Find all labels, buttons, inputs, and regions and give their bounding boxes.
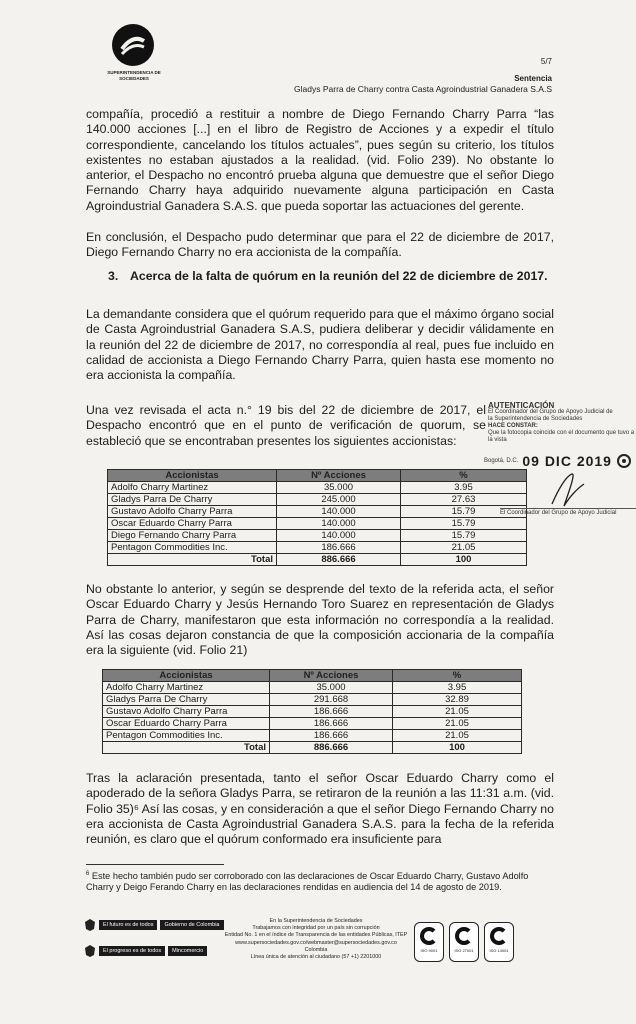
stamp-line: HACE CONSTAR: [488, 423, 538, 429]
cell: 3.95 [401, 482, 527, 494]
iso-27001-badge [449, 922, 479, 962]
table-row [108, 482, 527, 494]
table-row [108, 506, 527, 518]
column-header: % [401, 470, 527, 482]
cell: Gladys Parra De Charry [108, 494, 277, 506]
cell: Gustavo Adolfo Charry Parra [103, 706, 270, 718]
total-percent: 100 [401, 554, 527, 566]
stamp-date: 09 DIC 2019 [522, 453, 612, 469]
cell: Pentagon Commodities Inc. [103, 730, 270, 742]
stamp-seal-icon [616, 453, 632, 469]
certification-icon [490, 927, 508, 945]
cell: 21.05 [393, 718, 522, 730]
cell: Gustavo Adolfo Charry Parra [108, 506, 277, 518]
table-header-row [103, 670, 522, 682]
iso-14001-badge [484, 922, 514, 962]
cell: 35.000 [270, 682, 393, 694]
iso-9001-badge [414, 922, 444, 962]
table-total-row [108, 554, 527, 566]
table-row [103, 730, 522, 742]
stamp-line: Que la fotocopia coincide con el documento que tuvo a la vista [488, 430, 635, 443]
cell: 186.666 [270, 718, 393, 730]
cell: 15.79 [401, 530, 527, 542]
cert-label: ISO 14001 [489, 948, 509, 953]
footnote-divider [86, 864, 224, 865]
cell: 27.63 [401, 494, 527, 506]
cell: Adolfo Charry Martinez [103, 682, 270, 694]
brand-slogan: El futuro es de todos [99, 920, 157, 931]
cell: Gladys Parra De Charry [103, 694, 270, 706]
brand-government: Gobierno de Colombia [160, 920, 223, 931]
footnote-mark: 6 [86, 871, 90, 877]
paragraph-4: Una vez revisada el acta n.° 19 bis del 22 de diciembre de 2017, el Despacho encontró que en el punto de verificación de quorum, se estableció que se encontraban presentes los siguientes accionistas: [86, 403, 486, 448]
column-header: % [393, 670, 522, 682]
paragraph-2: En conclusión, el Despacho pudo determinar que para el 22 de diciembre de 2017, Diego Fernando Charry no era accionista de la compañía. [86, 230, 554, 260]
column-header: Nº Acciones [277, 470, 401, 482]
coat-of-arms-icon [84, 944, 96, 958]
paragraph-3: La demandante considera que el quórum requerido para que el máximo órgano social de Casta Agroindustrial Ganadera S.A.S, pudiera deliberar y decidir válidamente en la reunión del 22 de diciembre de 2017, no correspondía al real, pues fue incluido en calidad de accionista a Diego Fernando Charry Parra, quien hasta ese momento no era accionista la compañía. [86, 307, 554, 383]
stamp-title: AUTENTICACIÓN [488, 401, 555, 410]
table-row [103, 706, 522, 718]
page-number: 5/7 [540, 57, 552, 66]
column-header: Nº Acciones [270, 670, 393, 682]
brand-slogan: El progreso es de todos [99, 946, 165, 957]
cell: 35.000 [277, 482, 401, 494]
cell: 15.79 [401, 506, 527, 518]
paragraph-5: No obstante lo anterior, y según se desprende del texto de la referida acta, el señor Oscar Eduardo Charry y Jesús Hernando Toro Suarez en representación de Gladys Parra de Charry, manifestaron que esta información no correspondía a la realidad. Así las cosas dejaron constancia de que la composición accionaria de la compañía era la siguiente (vid. Folio 21) [86, 582, 554, 658]
table-row [108, 494, 527, 506]
total-shares: 886.666 [270, 742, 393, 754]
iso-certifications [414, 922, 514, 962]
stamp-line: la Superintendencia de Sociedades [488, 416, 583, 422]
cell: Pentagon Commodities Inc. [108, 542, 277, 554]
cell: 140.000 [277, 530, 401, 542]
signature-icon [548, 470, 588, 510]
authentication-stamp [488, 402, 636, 444]
section-number: 3. [108, 269, 119, 283]
shareholders-table-2 [102, 669, 522, 754]
logo-caption: SUPERINTENDENCIA DE SOCIEDADES [107, 70, 161, 81]
total-label: Total [103, 742, 270, 754]
brand-ministry: Mincomercio [168, 946, 207, 957]
cert-label: ISO 27001 [454, 948, 474, 953]
cell: 140.000 [277, 518, 401, 530]
case-title: Gladys Parra de Charry contra Casta Agroindustrial Ganadera S.A.S [294, 84, 552, 94]
cell: 21.05 [393, 730, 522, 742]
table-row [108, 530, 527, 542]
total-label: Total [108, 554, 277, 566]
document-type: Sentencia [514, 74, 552, 83]
cell: 21.05 [401, 542, 527, 554]
certification-icon [420, 927, 438, 945]
column-header: Accionistas [108, 470, 277, 482]
shareholders-table-1 [107, 469, 527, 566]
brand-el-progreso [84, 944, 207, 958]
cell: 15.79 [401, 518, 527, 530]
paragraph-1: compañía, procedió a restituir a nombre de Diego Fernando Charry Parra “las 140.000 acciones [...] en el libro de Registro de Acciones y a expedir el título correspondiente, cancelando los títulos actuales”, pues según su criterio, los títulos existentes no estaban ajustados a la realidad. (vid. Folio 239). No obstante lo anterior, el Despacho no encontró prueba alguna que demuestre que el señor Diego Fernando Charry haya adquirido nuevamente alguna participación en Casta Agroindustrial Ganadera S.A.S. que pueda soportar las actuaciones del gerente. [86, 107, 554, 213]
footer-contact [196, 918, 436, 961]
total-shares: 886.666 [277, 554, 401, 566]
cell: Adolfo Charry Martinez [108, 482, 277, 494]
footer-line: Trabajamos con integridad por un país sin corrupción [252, 925, 380, 932]
cell: 21.05 [393, 706, 522, 718]
table-row [103, 682, 522, 694]
footer-line: En la Superintendencia de Sociedades [269, 918, 363, 924]
total-percent: 100 [393, 742, 522, 754]
section-heading [108, 269, 554, 284]
cell: 291.668 [270, 694, 393, 706]
section-title: Acerca de la falta de quórum en la reunión del 22 de diciembre de 2017. [130, 269, 548, 283]
column-header: Accionistas [103, 670, 270, 682]
table-row [108, 518, 527, 530]
cell: 186.666 [270, 730, 393, 742]
cell: 3.95 [393, 682, 522, 694]
footer-website-link[interactable]: www.supersociedades.gov.co/webmaster@supersociedades.gov.co [235, 939, 397, 946]
table-row [108, 542, 527, 554]
cell: 186.666 [277, 542, 401, 554]
stamp-date-label: Bogotá, D.C. [484, 457, 519, 464]
certification-icon [455, 927, 473, 945]
stamp-line: El Coordinador del Grupo de Apoyo Judicial de [488, 409, 613, 415]
footnote-text: Este hecho también pudo ser corroborado con las declaraciones de Oscar Eduardo Charry, Gustavo Adolfo Charry y Deigo Ferando Charry en las declaraciones rendidas en audiencia del 14 de agosto de 2019. [86, 871, 529, 893]
signature-caption: El Coordinador del Grupo de Apoyo Judicial [500, 508, 636, 517]
table-header-row [108, 470, 527, 482]
table-total-row [103, 742, 522, 754]
cell: Diego Fernando Charry Parra [108, 530, 277, 542]
cell: Oscar Eduardo Charry Parra [108, 518, 277, 530]
logo-mark-icon [112, 24, 154, 66]
cell: 140.000 [277, 506, 401, 518]
cell: Oscar Eduardo Charry Parra [103, 718, 270, 730]
table-row [103, 718, 522, 730]
coat-of-arms-icon [84, 918, 96, 932]
cert-label: ISO 9001 [420, 948, 438, 953]
footer-line: Colombia [304, 946, 328, 953]
footer-line: Entidad No. 1 en el índice de Transparencia de las entidades Públicas, ITEP [224, 932, 408, 939]
footnote [86, 869, 554, 893]
paragraph-6: Tras la aclaración presentada, tanto el señor Oscar Eduardo Charry como el apoderado de la señora Gladys Parra, se retiraron de la reunión a las 11:31 a.m. (vid. Folio 35)⁶ Así las cosas, y en consideración a que el señor Diego Fernando Charry no era accionista de Casta Agroindustrial Ganadera S.A.S. para la fecha de la referida reunión, es claro que el quórum conformado era insuficiente para [86, 771, 554, 847]
supersociedades-logo [112, 24, 154, 66]
cell: 245.000 [277, 494, 401, 506]
cell: 32.89 [393, 694, 522, 706]
table-row [103, 694, 522, 706]
stamp-date-row [484, 453, 632, 469]
cell: 186.666 [270, 706, 393, 718]
footer-line: Línea única de atención al ciudadano (57 +1) 2201000 [250, 954, 382, 961]
